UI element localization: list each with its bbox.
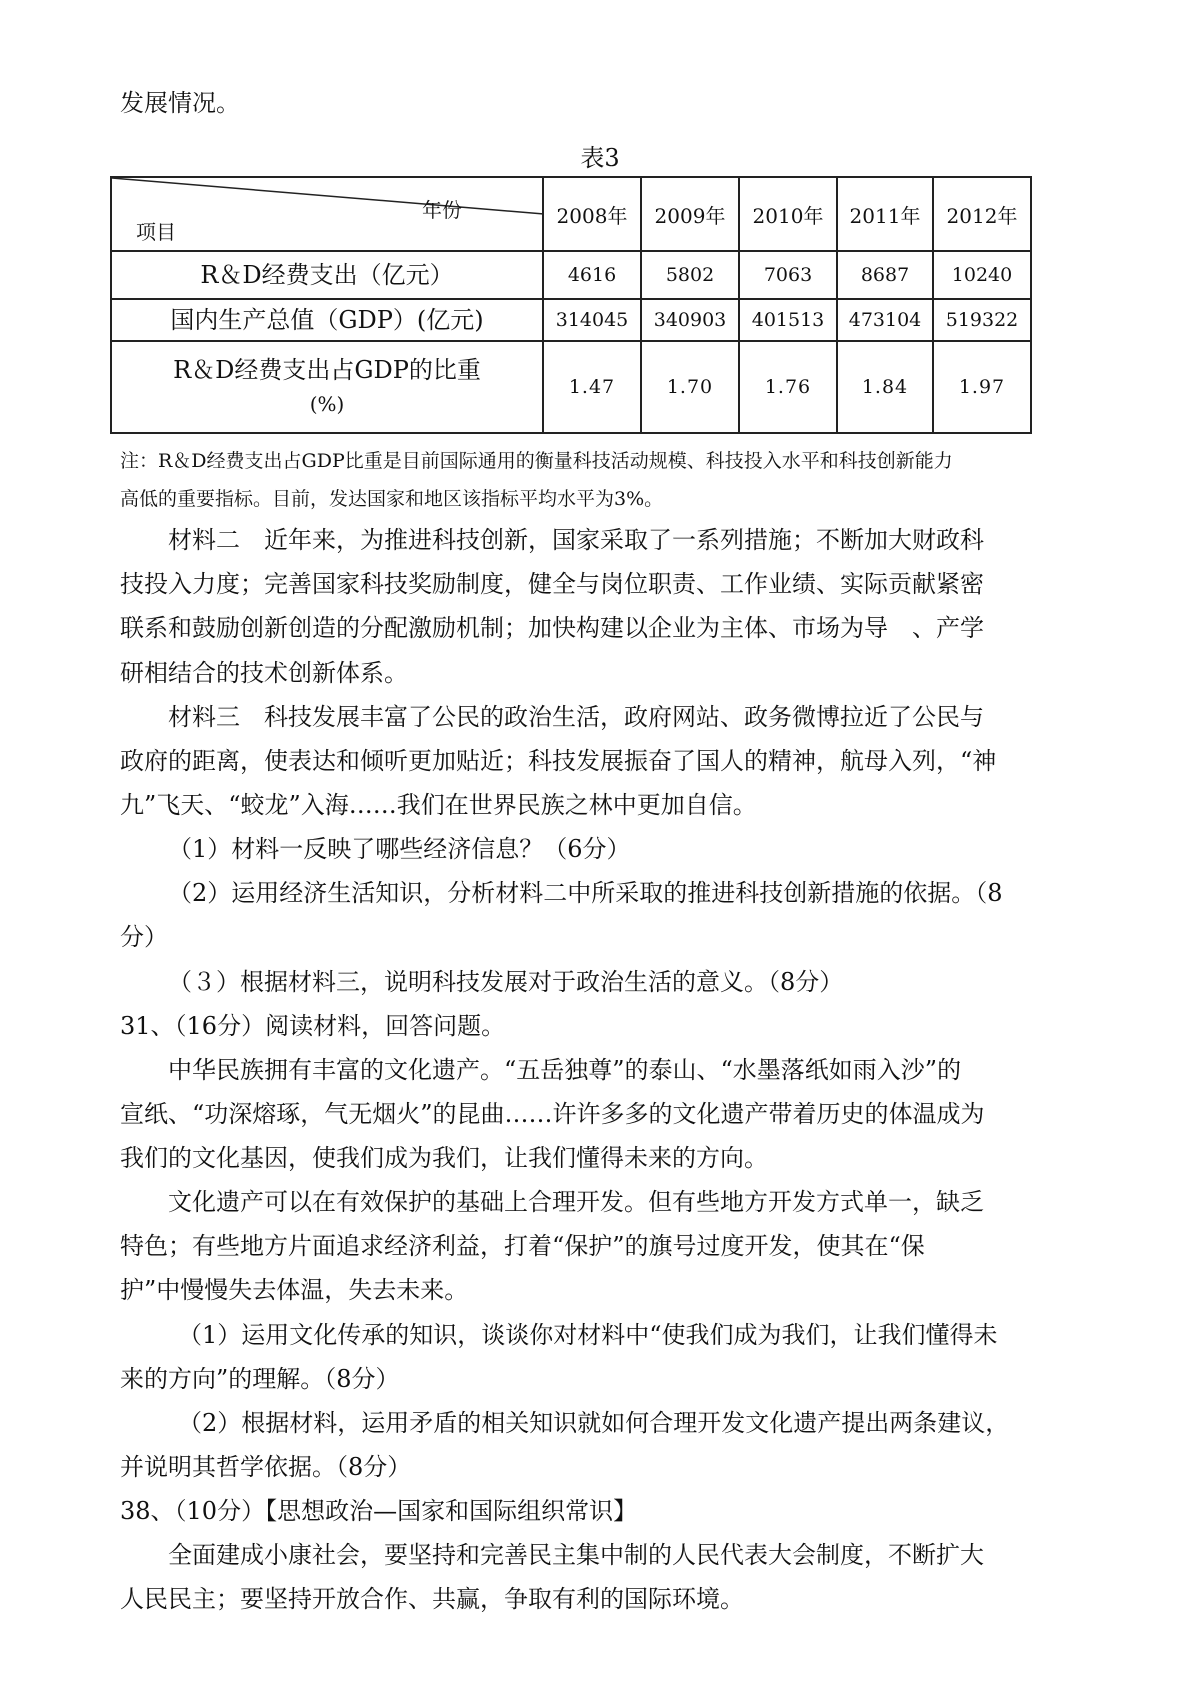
value-cell: 314045	[543, 299, 641, 341]
paragraph-line: 材料三 科技发展丰富了公民的政治生活，政府网站、政务微博拉近了公民与	[168, 703, 984, 731]
year-header-cell: 2009年	[641, 177, 739, 251]
question-line: （2）运用经济生活知识，分析材料二中所采取的推进科技创新措施的依据。（8	[168, 879, 1003, 907]
paragraph-line: 联系和鼓励创新创造的分配激励机制；加快构建以企业为主体、市场为导 、产学	[120, 614, 984, 642]
table-header-row	[111, 177, 1031, 251]
row-label-line: R＆D经费支出占GDP的比重	[173, 356, 481, 384]
table-caption: 表3	[580, 144, 620, 172]
value-cell: 519322	[933, 299, 1031, 341]
paragraph-line: 中华民族拥有丰富的文化遗产。“五岳独尊”的泰山、“水墨落纸如雨入沙”的	[168, 1056, 962, 1084]
text-line: 发展情况。	[120, 89, 240, 117]
value-cell: 473104	[837, 299, 933, 341]
paragraph-line: 文化遗产可以在有效保护的基础上合理开发。但有些地方开发方式单一，缺乏	[168, 1188, 984, 1216]
value-cell: 1.84	[837, 341, 933, 433]
paragraph-line: 材料二 近年来，为推进科技创新，国家采取了一系列措施；不断加大财政科	[168, 526, 984, 554]
table-row	[111, 251, 1031, 299]
value-cell: 7063	[739, 251, 837, 299]
paragraph-line: 我们的文化基因，使我们成为我们，让我们懂得未来的方向。	[120, 1144, 768, 1172]
data-table	[110, 176, 1032, 434]
value-cell: 1.70	[641, 341, 739, 433]
value-cell: 4616	[543, 251, 641, 299]
paragraph-line: 九”飞天、“蛟龙”入海……我们在世界民族之林中更加自信。	[120, 791, 757, 819]
value-cell: 5802	[641, 251, 739, 299]
row-label-cell: R＆D经费支出（亿元）	[111, 251, 543, 299]
paragraph-line: 护”中慢慢失去体温，失去未来。	[120, 1276, 469, 1304]
paragraph-line: 特色；有些地方片面追求经济利益，打着“保护”的旗号过度开发，使其在“保	[120, 1232, 925, 1260]
year-header-cell: 2010年	[739, 177, 837, 251]
question-line: 来的方向”的理解。（8分）	[120, 1365, 400, 1393]
paragraph-line: 研相结合的技术创新体系。	[120, 659, 408, 687]
question-line: 分）	[120, 923, 168, 951]
table-row	[111, 341, 1031, 433]
question-line: （2）根据材料，运用矛盾的相关知识就如何合理开发文化遗产提出两条建议，	[178, 1409, 1010, 1437]
table-row	[111, 299, 1031, 341]
value-cell: 1.76	[739, 341, 837, 433]
year-header-cell: 2008年	[543, 177, 641, 251]
paragraph-line: 政府的距离，使表达和倾听更加贴近；科技发展振奋了国人的精神，航母入列，“神	[120, 747, 997, 775]
row-label-unit: (%)	[309, 392, 345, 416]
value-cell: 340903	[641, 299, 739, 341]
value-cell: 1.47	[543, 341, 641, 433]
diagonal-header-cell	[111, 177, 543, 251]
header-item-label: 项目	[136, 220, 176, 244]
paragraph-line: 全面建成小康社会，要坚持和完善民主集中制的人民代表大会制度，不断扩大	[168, 1541, 984, 1569]
value-cell: 401513	[739, 299, 837, 341]
value-cell: 10240	[933, 251, 1031, 299]
question-line: （1）运用文化传承的知识，谈谈你对材料中“使我们成为我们，让我们懂得未	[178, 1321, 998, 1349]
header-year-label: 年份	[422, 198, 462, 222]
row-label-cell	[111, 341, 543, 433]
paragraph-line: 技投入力度；完善国家科技奖励制度，健全与岗位职责、工作业绩、实际贡献紧密	[120, 570, 984, 598]
paragraph-line: 人民民主；要坚持开放合作、共赢，争取有利的国际环境。	[120, 1585, 744, 1613]
value-cell: 8687	[837, 251, 933, 299]
year-header-cell: 2011年	[837, 177, 933, 251]
year-header-cell: 2012年	[933, 177, 1031, 251]
value-cell: 1.97	[933, 341, 1031, 433]
paragraph-line: 宣纸、“功深熔琢，气无烟火”的昆曲……许许多多的文化遗产带着历史的体温成为	[120, 1100, 985, 1128]
table-note: 高低的重要指标。目前，发达国家和地区该指标平均水平为3%。	[120, 488, 664, 510]
question-line: 并说明其哲学依据。（8分）	[120, 1453, 412, 1481]
row-label-cell: 国内生产总值（GDP）(亿元)	[111, 299, 543, 341]
section-heading: 38、（10分）【思想政治—国家和国际组织常识】	[120, 1497, 638, 1525]
question-line: （３）根据材料三，说明科技发展对于政治生活的意义。（8分）	[168, 968, 844, 996]
section-heading: 31、（16分）阅读材料，回答问题。	[120, 1012, 506, 1040]
diagonal-line	[112, 178, 544, 250]
question-line: （1）材料一反映了哪些经济信息？（6分）	[168, 835, 631, 863]
table-note: 注：R＆D经费支出占GDP比重是目前国际通用的衡量科技活动规模、科技投入水平和科技创新能力	[120, 450, 953, 472]
